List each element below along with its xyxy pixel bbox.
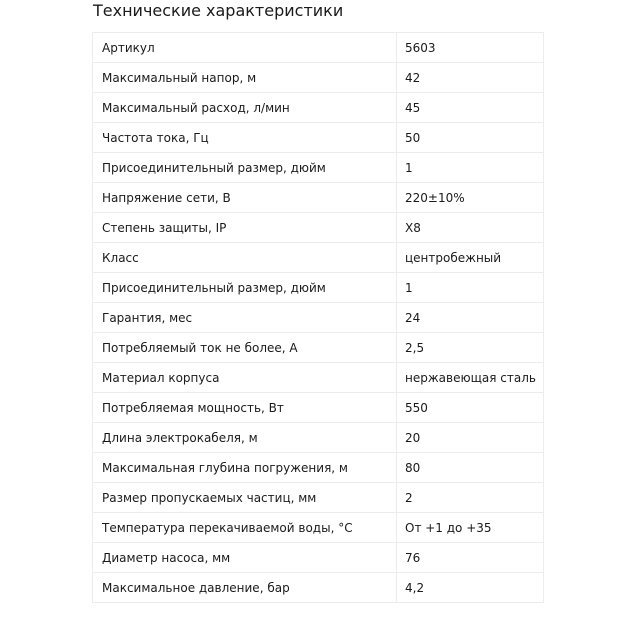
- table-row: [93, 243, 544, 273]
- table-row: [93, 483, 544, 513]
- spec-label: Максимальная глубина погружения, м: [93, 453, 397, 483]
- spec-value: 2: [397, 483, 544, 513]
- spec-value: 42: [397, 63, 544, 93]
- spec-value: 80: [397, 453, 544, 483]
- spec-value: 76: [397, 543, 544, 573]
- table-row: [93, 123, 544, 153]
- spec-value: 220±10%: [397, 183, 544, 213]
- spec-label: Размер пропускаемых частиц, мм: [93, 483, 397, 513]
- table-row: [93, 453, 544, 483]
- spec-value: 5603: [397, 33, 544, 63]
- table-row: [93, 573, 544, 603]
- spec-value: 1: [397, 153, 544, 183]
- table-row: [93, 393, 544, 423]
- spec-value: 1: [397, 273, 544, 303]
- spec-label: Материал корпуса: [93, 363, 397, 393]
- spec-label: Потребляемая мощность, Вт: [93, 393, 397, 423]
- spec-label: Максимальное давление, бар: [93, 573, 397, 603]
- table-row: [93, 153, 544, 183]
- spec-label: Гарантия, мес: [93, 303, 397, 333]
- table-row: [93, 33, 544, 63]
- table-row: [93, 93, 544, 123]
- spec-label: Присоединительный размер, дюйм: [93, 273, 397, 303]
- table-row: [93, 333, 544, 363]
- table-row: [93, 183, 544, 213]
- spec-value: От +1 до +35: [397, 513, 544, 543]
- table-row: [93, 543, 544, 573]
- spec-label: Класс: [93, 243, 397, 273]
- table-row: [93, 303, 544, 333]
- table-row: [93, 63, 544, 93]
- spec-value: 24: [397, 303, 544, 333]
- spec-value: 550: [397, 393, 544, 423]
- specs-table: [92, 32, 544, 603]
- spec-label: Присоединительный размер, дюйм: [93, 153, 397, 183]
- table-row: [93, 213, 544, 243]
- specs-table-body: [93, 33, 544, 603]
- spec-value: 45: [397, 93, 544, 123]
- spec-label: Степень защиты, IP: [93, 213, 397, 243]
- spec-label: Частота тока, Гц: [93, 123, 397, 153]
- table-row: [93, 513, 544, 543]
- spec-value: центробежный: [397, 243, 544, 273]
- spec-value: 2,5: [397, 333, 544, 363]
- spec-label: Потребляемый ток не более, А: [93, 333, 397, 363]
- table-row: [93, 363, 544, 393]
- spec-value: нержавеющая сталь: [397, 363, 544, 393]
- spec-label: Диаметр насоса, мм: [93, 543, 397, 573]
- spec-label: Температура перекачиваемой воды, °С: [93, 513, 397, 543]
- spec-value: 50: [397, 123, 544, 153]
- spec-label: Максимальный напор, м: [93, 63, 397, 93]
- spec-value: X8: [397, 213, 544, 243]
- table-row: [93, 273, 544, 303]
- spec-label: Напряжение сети, В: [93, 183, 397, 213]
- spec-label: Максимальный расход, л/мин: [93, 93, 397, 123]
- spec-value: 20: [397, 423, 544, 453]
- page-title: Технические характеристики: [93, 1, 344, 20]
- spec-value: 4,2: [397, 573, 544, 603]
- spec-label: Длина электрокабеля, м: [93, 423, 397, 453]
- spec-label: Артикул: [93, 33, 397, 63]
- table-row: [93, 423, 544, 453]
